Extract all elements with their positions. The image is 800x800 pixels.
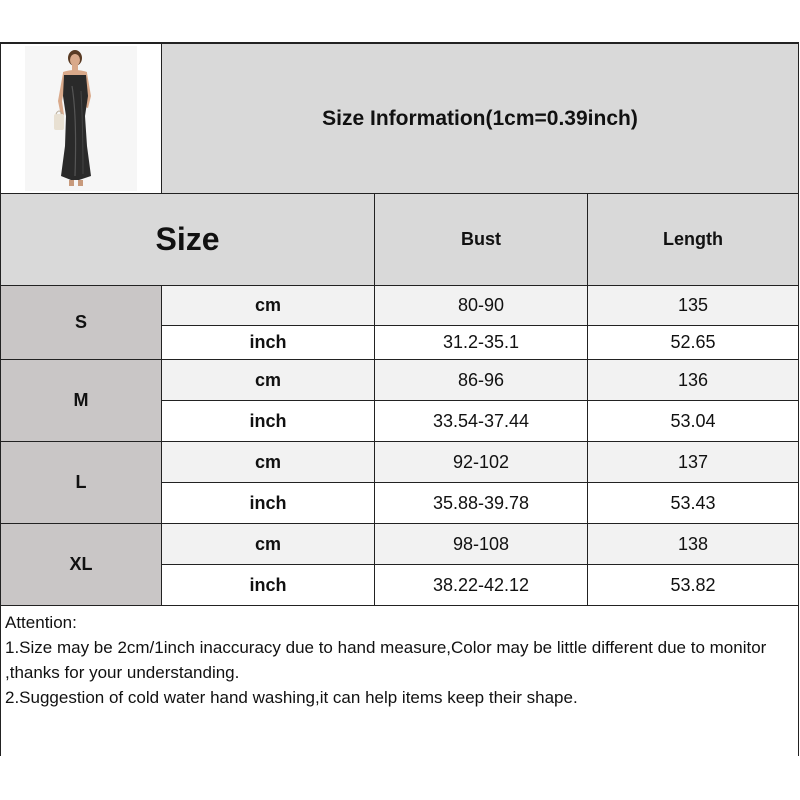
unit-cell: inch — [162, 483, 375, 523]
unit-cell: cm — [162, 360, 375, 400]
bust-cell: 35.88-39.78 — [375, 483, 588, 523]
length-cell: 136 — [677, 369, 709, 390]
bust-cell: 38.22-42.12 — [375, 565, 588, 605]
length-cell: 137 — [677, 451, 709, 472]
table-row — [162, 285, 798, 325]
table-row — [162, 523, 798, 564]
table-row — [162, 482, 798, 523]
unit-cell: inch — [162, 401, 375, 441]
table-row — [162, 359, 798, 400]
table-row — [162, 400, 798, 441]
length-cell: 53.04 — [670, 410, 716, 431]
model-in-dress-image — [25, 46, 137, 191]
bust-cell: 31.2-35.1 — [375, 326, 588, 359]
length-cell: 135 — [677, 295, 709, 315]
length-column-header: Length — [588, 193, 798, 285]
unit-cell: inch — [162, 565, 375, 605]
bust-cell: 98-108 — [375, 524, 588, 564]
size-label-m: M — [1, 359, 162, 441]
unit-cell: cm — [162, 286, 375, 325]
size-label-l: L — [1, 441, 162, 523]
table-row — [162, 564, 798, 605]
attention-notes — [1, 605, 798, 756]
unit-cell: cm — [162, 524, 375, 564]
table-row — [162, 325, 798, 359]
unit-cell: cm — [162, 442, 375, 482]
bust-cell: 86-96 — [375, 360, 588, 400]
bust-cell: 33.54-37.44 — [375, 401, 588, 441]
note-line-2: 2.Suggestion of cold water hand washing,it can help items keep their shape. — [5, 688, 578, 707]
length-cell: 53.82 — [670, 574, 716, 595]
length-cell: 53.43 — [670, 492, 716, 513]
length-cell: 52.65 — [670, 332, 716, 352]
unit-cell: inch — [162, 326, 375, 359]
size-label-xl: XL — [1, 523, 162, 605]
bust-cell: 92-102 — [375, 442, 588, 482]
notes-heading: Attention: — [5, 613, 77, 632]
length-cell: 138 — [677, 533, 709, 554]
size-chart — [0, 42, 799, 756]
product-photo — [1, 44, 162, 193]
chart-title: Size Information(1cm=0.39inch) — [162, 44, 798, 193]
size-label-s: S — [1, 285, 162, 359]
bust-column-header: Bust — [375, 193, 588, 285]
table-row — [162, 441, 798, 482]
bust-cell: 80-90 — [375, 286, 588, 325]
size-column-header: Size — [1, 193, 375, 285]
note-line-1: 1.Size may be 2cm/1inch inaccuracy due to hand measure,Color may be little different due to monitor ,thanks for your understanding. — [5, 638, 767, 682]
